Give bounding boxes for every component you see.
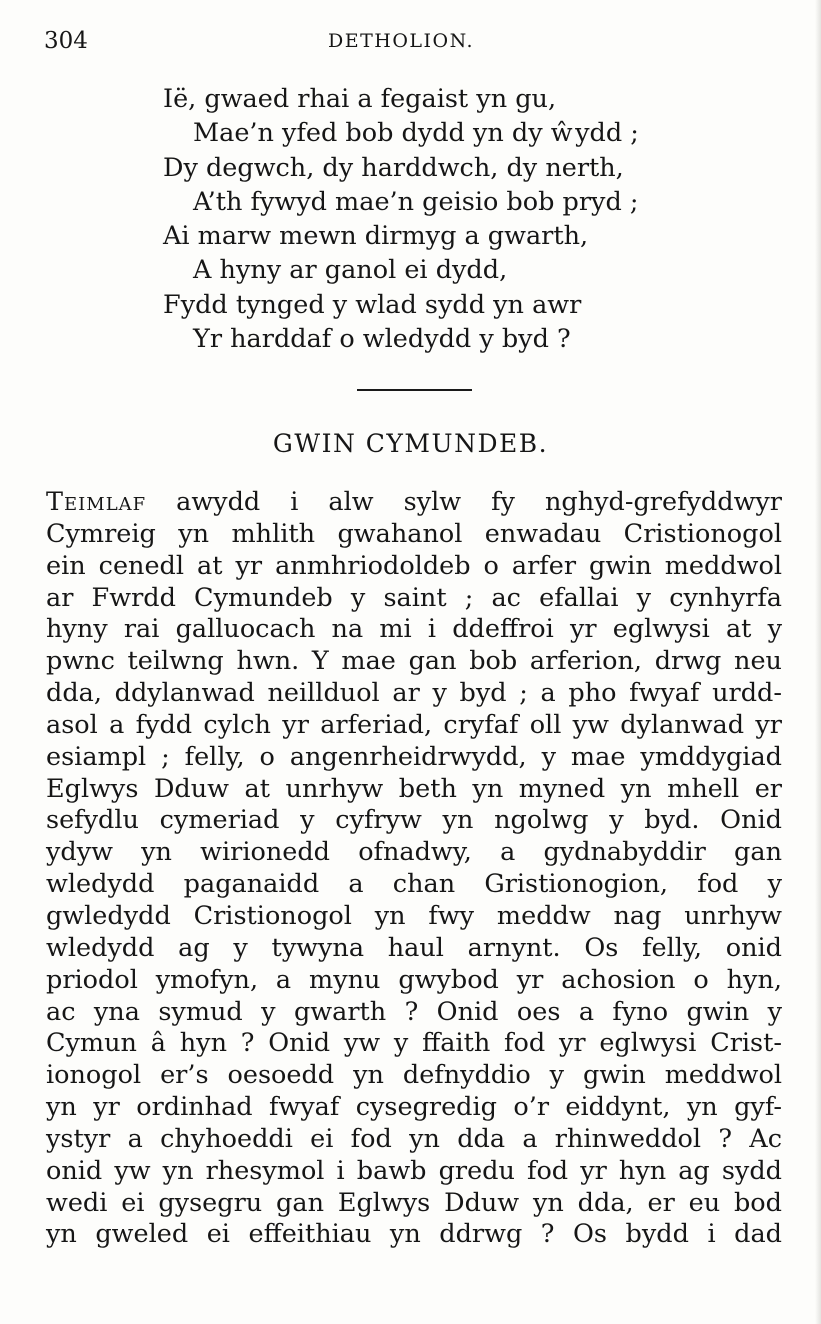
body-line: wedi ei gysegru gan Eglwys Dduw yn dda, er eu bod <box>46 1187 782 1218</box>
first-line-rest: awydd i alw sylw fy nghyd-grefyddwyr <box>146 487 782 517</box>
poem-line: Mae’n yfed bob dydd yn dy ŵydd ; <box>193 118 639 149</box>
body-line: ac yna symud y gwarth ? Onid oes a fyno gwin y <box>46 996 782 1027</box>
body-line: Eglwys Dduw at unrhyw beth yn myned yn mhell er <box>46 773 782 804</box>
poem-line: A hyny ar ganol ei dydd, <box>193 255 508 286</box>
body-line: asol a fydd cylch yr arferiad, cryfaf oll yw dylanwad yr <box>46 709 782 740</box>
poem-line: Iё, gwaed rhai a fegaist yn gu, <box>163 84 557 114</box>
poem-line: Fydd tynged y wlad sydd yn awr <box>163 289 582 320</box>
body-line: hyny rai galluocach na mi i ddeffroi yr eglwysi at y <box>46 614 782 645</box>
body-line: Cymreig yn mhlith gwahanol enwadau Cristionogol <box>46 518 782 549</box>
body-line: onid yw yn rhesymol i bawb gredu fod yr hyn ag sydd <box>46 1155 782 1186</box>
body-line: dda, ddylanwad neillduol ar y byd ; a pho fwyaf urdd- <box>46 678 782 709</box>
page-number: 304 <box>44 28 88 54</box>
body-line: yn gweled ei effeithiau yn ddrwg ? Os bydd i dad <box>46 1219 782 1250</box>
body-line: wledydd ag y tywyna haul arnynt. Os felly, onid <box>46 932 782 963</box>
body-line: Cymun â hyn ? Onid yw y ffaith fod yr eglwysi Crist- <box>46 1028 782 1059</box>
body-line: priodol ymofyn, a mynu gwybod yr achosion o hyn, <box>46 964 782 995</box>
body-line: esiampl ; felly, o angenrheidrwydd, y mae ymddygiad <box>46 741 782 772</box>
page-edge-shadow <box>815 0 821 1324</box>
poem-stanza <box>163 82 639 356</box>
opening-word-smallcaps: Teimlaf <box>46 487 147 517</box>
running-head: DETHOLION. <box>328 30 475 52</box>
body-line <box>46 487 782 519</box>
poem-line: A’th fywyd mae’n geisio bob pryd ; <box>193 186 639 217</box>
poem-line: Ai marw mewn dirmyg a gwarth, <box>163 221 589 252</box>
body-line: yn yr ordinhad fwyaf cysegredig o’r eiddynt, yn gyf- <box>46 1092 782 1123</box>
body-line: ein cenedl at yr anmhriodoldeb o arfer gwin meddwol <box>46 550 782 581</box>
body-line: ydyw yn wirionedd ofnadwy, a gydnabyddir gan <box>46 837 782 868</box>
section-divider-rule <box>357 389 472 391</box>
poem-line: Dy degwch, dy harddwch, dy nerth, <box>163 152 624 183</box>
body-line: pwnc teilwng hwn. Y mae gan bob arferion, drwg neu <box>46 646 782 677</box>
body-line: ystyr a chyhoeddi ei fod yn dda a rhinweddol ? Ac <box>46 1123 782 1154</box>
body-line: sefydlu cymeriad y cyfryw yn ngolwg y byd. Onid <box>46 805 782 836</box>
body-line: ar Fwrdd Cymundeb y saint ; ac efallai y cynhyrfa <box>46 582 782 613</box>
section-title: GWIN CYMUNDEB. <box>272 429 549 458</box>
body-line: wledydd paganaidd a chan Gristionogion, fod y <box>46 869 782 900</box>
poem-line: Yr harddaf o wledydd y byd ? <box>193 324 571 355</box>
body-line: gwledydd Cristionogol yn fwy meddw nag unrhyw <box>46 900 782 931</box>
body-paragraph <box>46 487 782 1251</box>
body-line: ionogol er’s oesoedd yn defnyddio y gwin meddwol <box>46 1060 782 1091</box>
